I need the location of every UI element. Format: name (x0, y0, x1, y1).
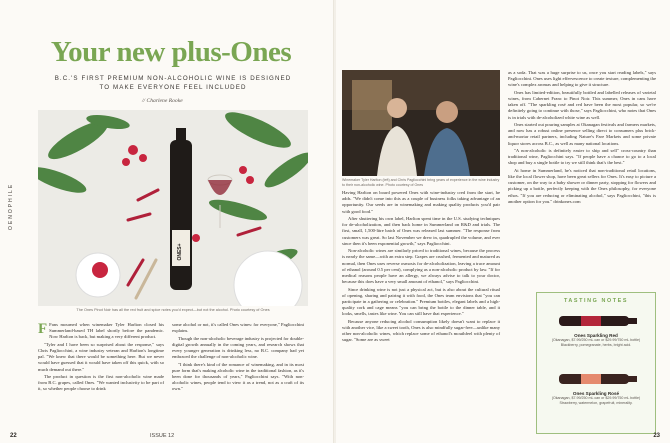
bottle-label: ONES+ (177, 243, 183, 261)
wine-entry-red (545, 333, 647, 347)
paragraph: as a soda. That was a huge surprise to us, once you start reading labels," says Pagliocchini. Ones uses light effervescence to create texture, complementing the wine's complex aromas and helping to give it structure. (508, 70, 657, 88)
left-footer (10, 433, 324, 439)
page-number-right: 23 (653, 433, 660, 439)
paragraph: Because anyone reducing alcohol consumption likely doesn't want to replace it with another vice, like a sweet tooth, Ones is also mindfully sugar-free—unlike many other non-alcoholic wines, which replace some of ethanol's mouthfeel with plenty of sugar. "Some are as sweet (342, 318, 500, 343)
paragraph: some alcohol or not, it's called Ones wines: for everyone," Pagliocchini explains. (172, 322, 304, 334)
paragraph: "I think there's kind of the romance of winemaking, and in its most pure form that's making alcoholic wine in the traditional fashion, as it's been done for thousands of years," Pagliocchini says. "With non-alcoholic wines, people tend to view it as a trend, not as a craft of its own." (172, 361, 304, 392)
paragraph: After shuttering his own label, Harlton spent time in the U.S. studying techniques for de-alcoholization, and then back home in Summerland on R&D and trials. The first, small, 1,500-litre batch of Ones was released last summer. "The response from customers was great. So last November we drew in, quadrupled the volume, and ever since then it's been exponential growth," says Pagliocchini. (342, 216, 500, 246)
drop-cap: F (38, 321, 48, 337)
issue-label: ISSUE 12 (150, 433, 175, 439)
article-headline: Your new plus-Ones (50, 36, 292, 68)
portrait-illustration (342, 70, 500, 176)
wine-description: (Okanagan, $7.99/250 mL can or $29.99/750 mL bottle) Strawberry, watermelon, grapefruit, minerality. (551, 396, 641, 405)
paragraph: The product in question is the first non-alcoholic wine made from B.C. grapes, called Ones. "We wanted inclusivity to be part of it, so whether people choose to drink (38, 374, 164, 392)
body-column-4 (508, 70, 656, 206)
paragraph: Having Harlton on board powered Ones with wine-industry cred from the start, he adds. "We didn't come into this as a couple of business folks taking advantage of an opportunity. Our seeds are in winemaking and making quality products you'd pair with good food." (342, 190, 500, 214)
body-column-2 (172, 322, 304, 394)
paragraph: Non-alcoholic wines are similarly priced to traditional wines, because the process is nearly the same—with an extra step. Grapes are crushed, fermented and matured as normal, then Ones uses reverse osmosis for de-alcoholization, leaving a trace amount of ethanol (around 0.5 per cent), complying as a non-alcoholic product by law. "If for medical reasons people have an allergy, we always advise to talk to your doctor, because this does have a very small amount of ethanol," says Pagliocchini. (342, 248, 500, 285)
wine-bottle-photo (38, 110, 308, 306)
tasting-notes-box (536, 292, 656, 434)
tasting-notes-title: TASTING NOTES (563, 298, 629, 304)
sparkling-rose-bottle-image (553, 371, 639, 387)
photo-caption-right: Winemaker Tyler Harlton (left) and Chris Pagliocchini bring years of experience in the wine industry to their non-alcoholic wine. Photo courtesy of Ones (342, 178, 500, 187)
article-dek: B.C.'S FIRST PREMIUM NON-ALCOHOLIC WINE IS DESIGNED TO MAKE EVERYONE FEEL INCLUDED (54, 75, 292, 91)
paragraph: F Fans mourned when winemaker Tyler Harlton closed his Summerland-based TH label shortly before the pandemic. Now Harlton is back, but making a very different product. (38, 321, 164, 340)
photo-caption: The Ones Pinot Noir has all the red fruit and spice notes you'd expect—but not the alcohol. Photo courtesy of Ones (76, 308, 270, 312)
wine-entry-rose (545, 391, 647, 405)
page-number-left: 22 (10, 433, 17, 439)
right-page (336, 0, 670, 443)
paragraph: Since drinking wine is not just a physical act, but is also about the cultural ritual of opening, sharing and pairing it with food, the Ones team envisions that "you can participate in a gathering or celebration." Premium bottles, elegant labels and a high-quality cork and cage means "you can bring the bottle to the dinner table, and it looks, smells, tastes like wine. You can still have that experience." (342, 286, 500, 317)
wine-name: Ones Sparkling Rosé (572, 391, 620, 396)
sparkling-red-bottle-image (553, 313, 639, 329)
left-page (0, 0, 334, 443)
winemakers-photo (342, 70, 500, 176)
paragraph: Ones has limited-edition, beautifully bottled and labelled releases of varietal wines, from Cabernet Franc to Pinot Noir. This summer, Ones in cans have taken off. "The sparkling rosé and red have been the most popular, so we're definitely going to continue with those," says Pagliocchini, who notes that Ones is in trials with de-alcoholized white wine as well. (508, 89, 656, 120)
byline: // Charlene Rooke (142, 98, 183, 104)
wine-description: (Okanagan, $7.99/250 mL can or $29.99/750 mL bottle) Blackberry, pomegranate, herbs, bright acid. (551, 338, 641, 347)
paragraph: Ones started out pouring samples at Okanagan festivals and farmers markets, and now has a robust online presence selling direct to consumers plus brick-and-mortar retail partners, including Nature's Fare Markets and some private liquor stores across B.C., as well as many national locations. (508, 122, 656, 146)
section-label: OENOPHILE (8, 182, 14, 230)
paragraph: "A non-alcoholic is definitely easier to ship and sell" cross-country than traditional wine, Pagliocchini says. "If people have a chance to go to a local shop and buy a single bottle to try we still think that's the best." (508, 148, 656, 166)
flatlay-illustration (38, 110, 308, 306)
right-footer (653, 433, 660, 439)
wine-name: Ones Sparkling Red (574, 333, 618, 338)
paragraph: At home in Summerland, he's noticed that non-traditional retail locations, like the local flower shop, have been great sellers for Ones. It's easy to picture a customer, on the way to a baby shower or dinner party, stopping for flowers and picking up a bottle, perfectly keeping with the Ones philosophy, for everyone ethos. "If you are reducing or eliminating alcohol," says Pagliocchini, "this is another option for you." drinkones.com (508, 167, 656, 204)
paragraph: "Tyler and I have been so surprised about the response," says Chris Pagliocchini, a wine industry veteran and Harlton's longtime pal. "We knew that there would be something here. But we never would have guessed that it would have taken off this quick, with so much demand out there." (38, 341, 164, 372)
body-column-3 (342, 190, 500, 345)
body-column-1 (38, 322, 164, 394)
paragraph: Though the non-alcoholic beverage industry is projected for double-digital growth annually in the coming years, and research shows that every younger generation is drinking less, no B.C. company had yet embraced the challenge of non-alcoholic wine. (172, 335, 304, 360)
